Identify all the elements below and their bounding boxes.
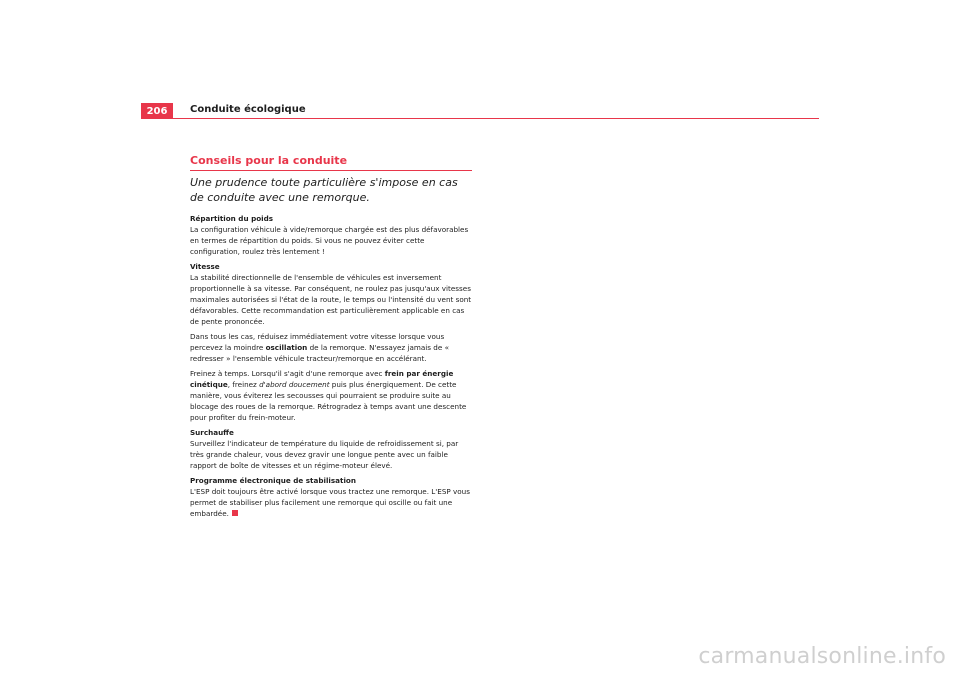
paragraph-esp <box>190 486 472 519</box>
heading-overheat: Surchauffe <box>190 428 234 437</box>
speed-text3-a: Freinez à temps. Lorsqu'il s'agit d'une remorque avec <box>190 369 385 378</box>
paragraph-speed-2 <box>190 331 472 364</box>
esp-text: L'ESP doit toujours être activé lorsque vous tractez une remorque. L'ESP vous permet de stabiliser plus facilement une remorque qui oscille ou fait une embardée. <box>190 487 470 518</box>
heading-weight: Répartition du poids <box>190 214 274 223</box>
end-of-section-icon <box>232 510 238 516</box>
paragraph-speed-1: La stabilité directionnelle de l'ensemble de véhicules est inversement proportionnelle à sa vitesse. Par conséquent, ne roulez pas jusqu'aux vitesses maximales autorisées si l'état de la route, le temps ou l'intensité du vent sont défavorables. Cette recommandation est particulièrement applicable en cas de pente prononcée. <box>190 273 472 326</box>
gently-emphasis: d'abord doucement <box>259 380 330 389</box>
speed-text2-a: Dans tous les cas, réduisez immédiatement votre vitesse lorsque vous percevez la moindre <box>190 332 445 352</box>
page-number: 206 <box>141 103 173 119</box>
heading-esp: Programme électronique de stabilisation <box>190 476 356 485</box>
section-title: Conseils pour la conduite <box>190 154 472 171</box>
watermark: carmanualsonline.info <box>698 644 946 669</box>
paragraph-overheat: Surveillez l'indicateur de température du liquide de refroidissement si, par très grande chaleur, vous devez gravir une longue pente avec un faible rapport de boîte de vitesses et un régime-moteur élevé. <box>190 439 459 470</box>
speed-text3-c: puis plus énergiquement. De cette manière, vous éviterez les secousses qui pourraient se produire suite au blocage des roues de la remorque. Rétrogradez à temps avant une descente pour profiter du frein-moteur. <box>190 380 467 422</box>
heading-speed: Vitesse <box>190 262 220 271</box>
oscillation-emphasis: oscillation <box>265 343 308 352</box>
header-rule <box>141 118 819 119</box>
paragraph-weight: La configuration véhicule à vide/remorque chargée est des plus défavorables en termes de répartition du poids. Si vous ne pouvez éviter cette configuration, roulez très lentement ! <box>190 225 469 256</box>
speed-text2-b: de la remorque. N'essayez jamais de « redresser » l'ensemble véhicule tracteur/remorque en accélérant. <box>190 343 449 363</box>
paragraph-speed-3 <box>190 368 472 423</box>
main-content <box>190 154 472 523</box>
brake-emphasis: frein par énergie cinétique <box>190 369 454 389</box>
section-intro: Une prudence toute particulière s'impose en cas de conduite avec une remorque. <box>190 176 458 204</box>
speed-text3-b: , freinez <box>227 380 260 389</box>
header-title: Conduite écologique <box>190 104 306 115</box>
